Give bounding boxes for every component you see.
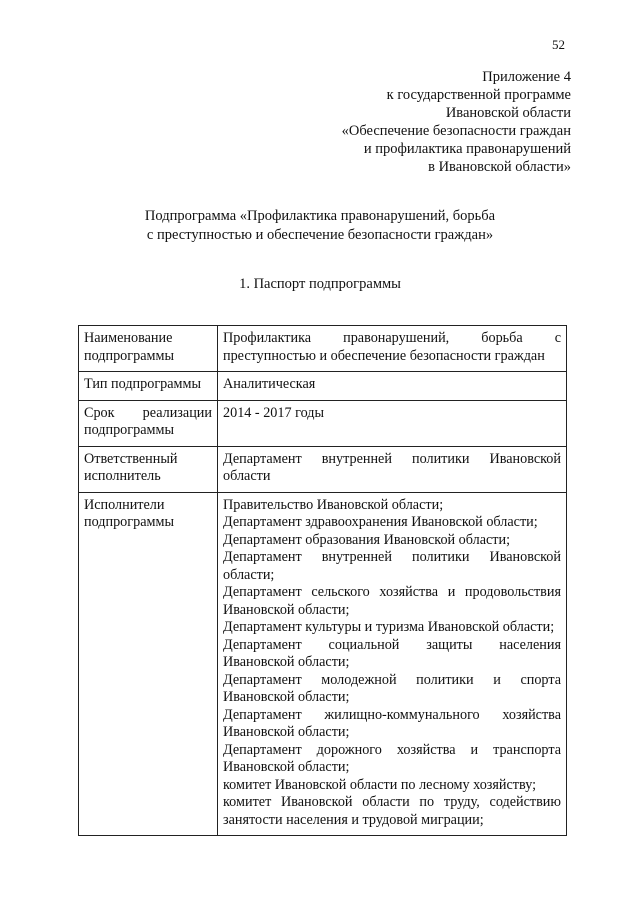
appendix-header [342,68,571,176]
appendix-line: в Ивановской области» [428,159,571,175]
passport-table [78,325,567,836]
appendix-line: и профилактика правонарушений [363,141,571,157]
subprogram-title [0,207,640,245]
subprogram-title-line: Подпрограмма «Профилактика правонарушений, борьба [144,208,496,224]
list-item: комитет Ивановской области по лесному хозяйству; [223,776,537,793]
list-item: Департамент социальной защиты населения Ивановской области; [223,636,561,670]
section-title: 1. Паспорт подпрограммы [239,276,401,292]
appendix-line: Ивановской области [445,105,571,121]
list-item: Департамент сельского хозяйства и продовольствия Ивановской области; [223,584,561,618]
list-item: комитет Ивановской области по труду, содействию занятости населения и трудовой миграции; [223,794,561,828]
row-label: Тип подпрограммы [79,372,218,401]
list-item: Правительство Ивановской области; [223,496,444,513]
list-item: Департамент образования Ивановской области; [223,531,511,548]
table-row [79,372,567,401]
row-label: Наименование подпрограммы [79,326,218,372]
row-label: Исполнители подпрограммы [79,492,218,836]
table-row [79,492,567,836]
table-row [79,326,567,372]
list-item: Департамент здравоохранения Ивановской области; [223,514,538,530]
table-row [79,400,567,446]
table-row [79,446,567,492]
executors-list [218,492,567,836]
appendix-line: к государственной программе [386,87,571,103]
list-item: Департамент жилищно-коммунального хозяйства Ивановской области; [223,706,561,740]
list-item: Департамент молодежной политики и спорта Ивановской области; [223,671,561,705]
list-item: Департамент культуры и туризма Ивановской области; [223,619,555,635]
row-label: Срок реализации подпрограммы [79,400,218,446]
row-value: Аналитическая [218,372,567,401]
list-item: Департамент дорожного хозяйства и транспорта Ивановской области; [223,741,561,775]
subprogram-title-line: с преступностью и обеспечение безопасности граждан» [146,227,494,243]
page-number: 52 [552,37,565,52]
row-value: 2014 - 2017 годы [218,400,567,446]
row-label: Ответственный исполнитель [79,446,218,492]
appendix-line: «Обеспечение безопасности граждан [341,123,571,139]
row-value: Департамент внутренней политики Ивановской области [218,446,567,492]
row-value: Профилактика правонарушений, борьба с преступностью и обеспечение безопасности граждан [218,326,567,372]
list-item: Департамент внутренней политики Ивановской области; [223,549,561,583]
appendix-line: Приложение 4 [482,69,571,85]
